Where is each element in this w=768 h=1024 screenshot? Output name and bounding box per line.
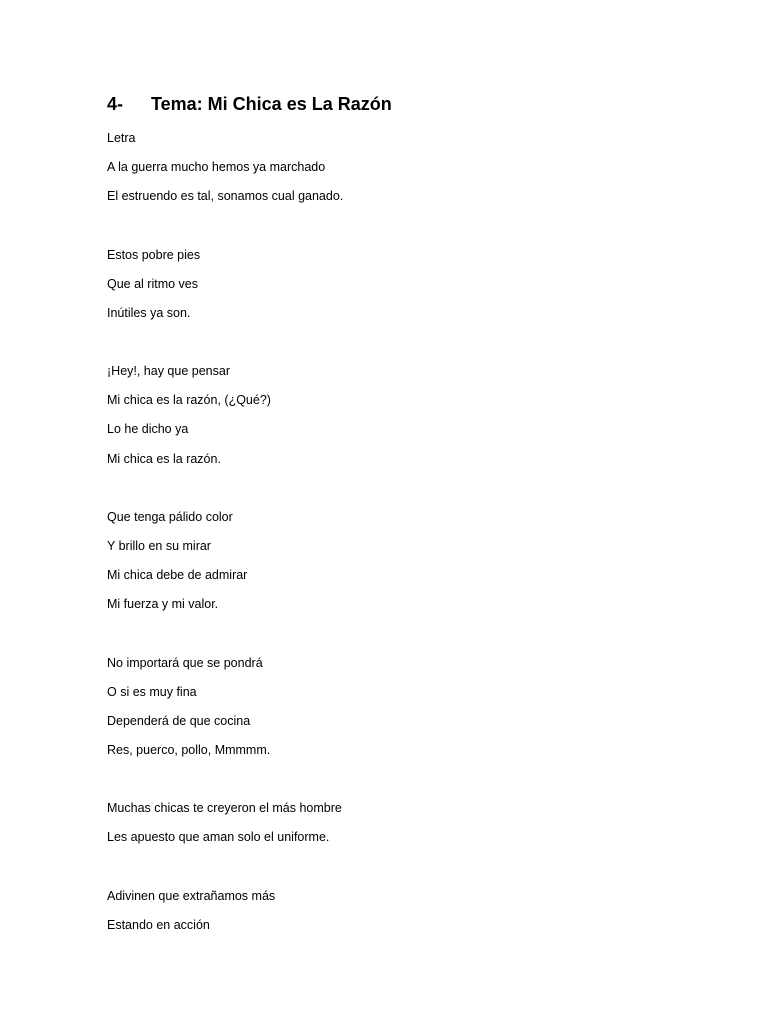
blank-line (107, 333, 343, 362)
lyric-line: Estos pobre pies (107, 247, 201, 262)
blank-line (107, 216, 343, 245)
section-heading (107, 94, 392, 115)
lyric-line: Adivinen que extrañamos más (107, 888, 276, 903)
blank-line (107, 858, 343, 887)
lyric-line: Lo he dicho ya (107, 422, 189, 437)
heading-number: 4- (107, 94, 124, 114)
lyric-line: Res, puerco, pollo, Mmmmm. (107, 742, 271, 757)
blank-line (107, 624, 343, 653)
lyrics-lines (107, 129, 343, 945)
lyric-line: Que tenga pálido color (107, 509, 233, 524)
heading-title: Tema: Mi Chica es La Razón (151, 94, 392, 114)
lyric-line: Letra (107, 131, 136, 145)
lyric-line: Mi chica debe de admirar (107, 568, 248, 583)
lyric-line: Estando en acción (107, 917, 210, 932)
lyric-line: No importará que se pondrá (107, 655, 263, 670)
lyric-line: Mi fuerza y mi valor. (107, 597, 219, 612)
lyric-line: Que al ritmo ves (107, 276, 199, 291)
lyric-line: Inútiles ya son. (107, 305, 191, 320)
lyric-line: Mi chica es la razón. (107, 451, 221, 466)
blank-line (107, 479, 343, 508)
lyric-line: El estruendo es tal, sonamos cual ganado. (107, 189, 344, 204)
lyric-line: Y brillo en su mirar (107, 538, 211, 553)
lyric-line: Muchas chicas te creyeron el más hombre (107, 801, 342, 816)
blank-line (107, 770, 343, 799)
lyric-line: O si es muy fina (107, 684, 197, 699)
lyric-line: ¡Hey!, hay que pensar (107, 364, 230, 379)
lyric-line: Mi chica es la razón, (¿Qué?) (107, 393, 271, 408)
lyric-line: Dependerá de que cocina (107, 713, 251, 728)
lyric-line: A la guerra mucho hemos ya marchado (107, 160, 326, 175)
lyric-line: Les apuesto que aman solo el uniforme. (107, 830, 330, 845)
